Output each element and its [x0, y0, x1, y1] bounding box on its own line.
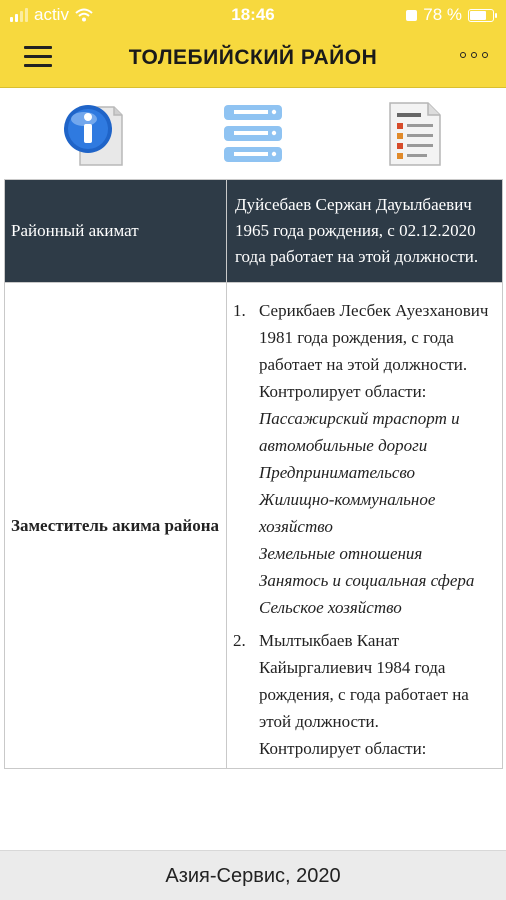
- deputy-name: Мылтыкбаев Канат Кайыргалиевич 1984 года рождения, с года работает на этой должности.: [259, 631, 469, 731]
- list-item: 2. Мылтыкбаев Канат Кайыргалиевич 1984 года рождения, с года работает на этой должности. Контролирует области:: [227, 627, 498, 762]
- page-title: ТОЛЕБИЙСКИЙ РАЙОН: [128, 46, 378, 69]
- deputies-list: [227, 297, 498, 762]
- area-item: Занятось и социальная сфера: [259, 571, 475, 590]
- clock: 18:46: [231, 5, 275, 24]
- area-item: Земельные отношения: [259, 544, 423, 563]
- info-table: [4, 179, 503, 850]
- info-icon[interactable]: [58, 99, 128, 169]
- area-item: Сельское хозяйство: [259, 598, 402, 617]
- battery-percent: 78 %: [423, 5, 462, 24]
- row-label-deputy: Заместитель акима района: [5, 283, 227, 769]
- area-item: Жилищно-коммунальное хозяйство: [259, 490, 436, 536]
- controls-label: Контролирует области:: [259, 739, 427, 758]
- area-item: Пассажирский траспорт и автомобильные дороги: [259, 409, 460, 455]
- controls-label: Контролирует области:: [259, 382, 427, 401]
- table-row: [5, 283, 503, 769]
- area-item: Предпринимательсво: [259, 463, 416, 482]
- table-header-row: [5, 180, 503, 283]
- list-item: 1. Серикбаев Лесбек Ауезханович 1981 года рождения, с года работает на этой должности. Контролирует области: Пассажирский траспорт и автомобильные дороги Предпринимательсво Жилищно-коммунальное хозяйство Земельные отношения Занятось и социальная сфера Сельское хозяйство: [227, 297, 498, 621]
- deputies-cell: [227, 283, 503, 769]
- status-bar: [0, 0, 506, 30]
- orientation-lock-icon: [406, 10, 417, 21]
- battery-icon: [468, 9, 494, 22]
- areas-list: [259, 405, 498, 621]
- top-bar: [0, 0, 506, 88]
- more-dots-icon[interactable]: [460, 52, 488, 58]
- footer: Азия-Сервис, 2020: [0, 850, 506, 900]
- icon-toolbar: [0, 89, 506, 179]
- header-cell-akim: Дуйсебаев Сержан Дауылбаевич 1965 года рождения, с 02.12.2020 года работает на этой должности.: [227, 180, 503, 283]
- carrier-label: activ: [34, 5, 69, 24]
- header-cell-title: Районный акимат: [5, 180, 227, 283]
- app-bar: [0, 30, 506, 86]
- list-icon[interactable]: [218, 99, 288, 169]
- document-icon[interactable]: [380, 99, 450, 169]
- deputy-name: Серикбаев Лесбек Ауезханович 1981 года рождения, с года работает на этой должности.: [259, 301, 489, 374]
